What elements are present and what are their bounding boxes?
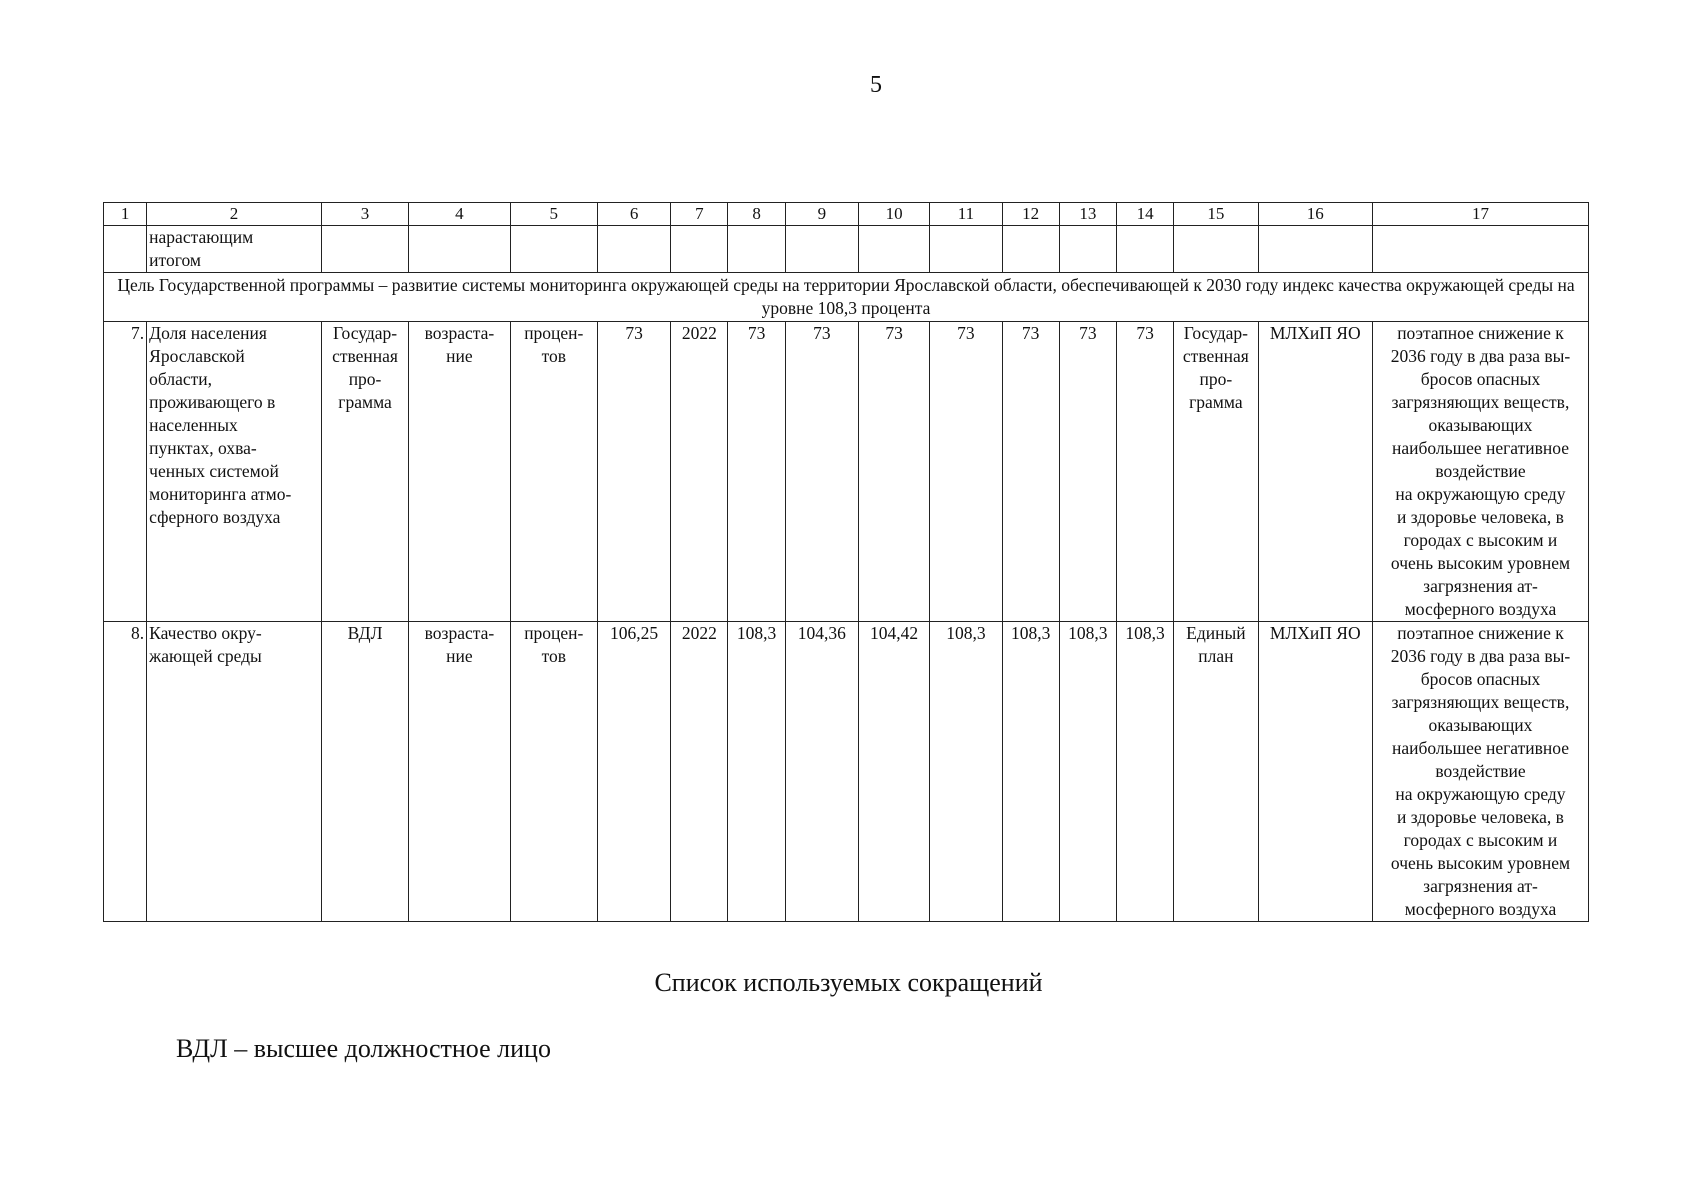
goal-row	[104, 273, 1589, 322]
indicator-unit: процен- тов	[510, 622, 597, 922]
col-num: 17	[1372, 203, 1588, 226]
row-number: 7.	[104, 322, 147, 622]
value-cell: 108,3	[728, 622, 785, 922]
value-cell: 108,3	[1059, 622, 1116, 922]
col-num: 3	[321, 203, 408, 226]
linked-goal: поэтапное снижение к 2036 году в два раза вы- бросов опасных загрязняющих веществ, оказывающих наибольшее негативное воздействие на окружающую среду и здоровье человека, в городах с высоким и очень высоким уровнем загрязнения ат- мосферного воздуха	[1372, 622, 1588, 922]
abbreviations-heading: Список используемых сокращений	[654, 968, 1043, 997]
indicator-name: Качество окру- жающей среды	[147, 622, 322, 922]
continuation-text: нарастающим итогом	[147, 226, 322, 273]
value-cell: 73	[858, 322, 929, 622]
col-num: 15	[1174, 203, 1258, 226]
col-num: 10	[858, 203, 929, 226]
base-year: 2022	[671, 322, 728, 622]
table-row	[104, 322, 1589, 622]
col-num: 11	[930, 203, 1002, 226]
value-cell: 108,3	[1002, 622, 1059, 922]
continuation-row	[104, 226, 1589, 273]
value-cell: 73	[1002, 322, 1059, 622]
col-num: 16	[1258, 203, 1372, 226]
base-year: 2022	[671, 622, 728, 922]
col-num: 12	[1002, 203, 1059, 226]
indicator-unit: процен- тов	[510, 322, 597, 622]
col-num: 1	[104, 203, 147, 226]
col-num: 2	[147, 203, 322, 226]
indicator-level: ВДЛ	[321, 622, 408, 922]
table-row	[104, 622, 1589, 922]
indicator-trend: возраста- ние	[409, 622, 510, 922]
indicators-table	[103, 202, 1589, 922]
row-number: 8.	[104, 622, 147, 922]
col-num: 14	[1116, 203, 1173, 226]
col-num: 6	[597, 203, 670, 226]
col-num: 9	[785, 203, 858, 226]
value-cell: 108,3	[930, 622, 1002, 922]
value-cell: 73	[930, 322, 1002, 622]
value-cell: 73	[1116, 322, 1173, 622]
document-type: Государ- ственная про- грамма	[1174, 322, 1258, 622]
base-value: 106,25	[597, 622, 670, 922]
linked-goal: поэтапное снижение к 2036 году в два раза вы- бросов опасных загрязняющих веществ, оказывающих наибольшее негативное воздействие на окружающую среду и здоровье человека, в городах с высоким и очень высоким уровнем загрязнения ат- мосферного воздуха	[1372, 322, 1588, 622]
value-cell: 104,42	[858, 622, 929, 922]
col-num: 5	[510, 203, 597, 226]
responsible: МЛХиП ЯО	[1258, 622, 1372, 922]
indicator-trend: возраста- ние	[409, 322, 510, 622]
value-cell: 104,36	[785, 622, 858, 922]
value-cell: 73	[728, 322, 785, 622]
document-type: Единый план	[1174, 622, 1258, 922]
goal-text: Цель Государственной программы – развитие системы мониторинга окружающей среды на территории Ярославской области, обеспечивающей к 2030 году индекс качества окружающей среды на уровне 108,3 процента	[104, 273, 1589, 322]
value-cell: 73	[1059, 322, 1116, 622]
abbreviation-item: ВДЛ – высшее должностное лицо	[176, 1034, 551, 1063]
col-num: 13	[1059, 203, 1116, 226]
page-number: 5	[870, 72, 882, 98]
value-cell: 73	[785, 322, 858, 622]
col-num: 7	[671, 203, 728, 226]
indicator-name: Доля населения Ярославской области, проживающего в населенных пунктах, охва- ченных системой мониторинга атмо- сферного воздуха	[147, 322, 322, 622]
col-num: 4	[409, 203, 510, 226]
responsible: МЛХиП ЯО	[1258, 322, 1372, 622]
column-numbers-row	[104, 203, 1589, 226]
base-value: 73	[597, 322, 670, 622]
col-num: 8	[728, 203, 785, 226]
indicator-level: Государ- ственная про- грамма	[321, 322, 408, 622]
value-cell: 108,3	[1116, 622, 1173, 922]
